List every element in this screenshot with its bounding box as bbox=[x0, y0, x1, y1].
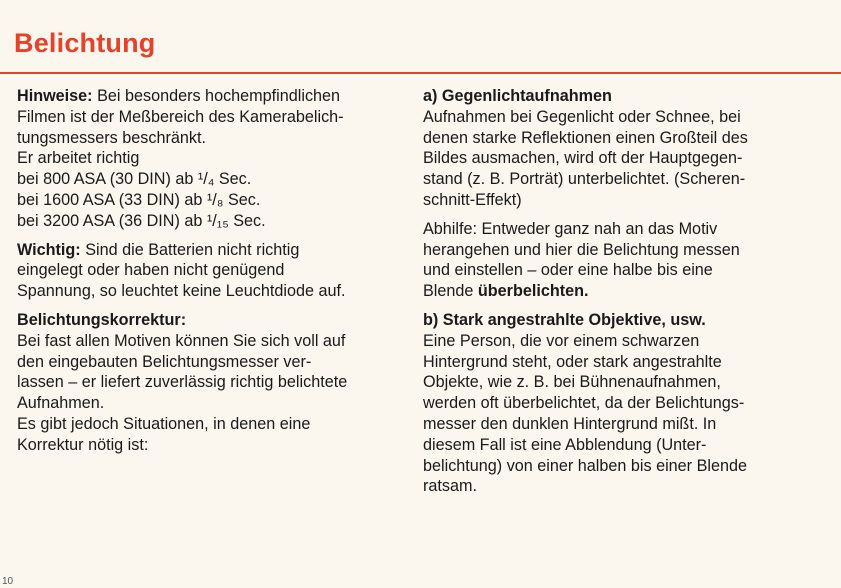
abhilfe-last-line bbox=[423, 281, 803, 302]
wichtig-section bbox=[17, 240, 397, 302]
hinweise-first-line bbox=[17, 86, 397, 107]
abhilfe-line: Abhilfe: Entweder ganz nah an das Motiv bbox=[423, 219, 718, 238]
page-title: Belichtung bbox=[14, 28, 156, 58]
wichtig-first-line bbox=[17, 240, 397, 261]
wichtig-line: eingelegt oder haben nicht genügend bbox=[17, 261, 285, 280]
objektive-line: Objekte, wie z. B. bei Bühnenaufnahmen, bbox=[423, 373, 721, 392]
hinweise-line: Filmen ist der Meßbereich des Kamerabelich- bbox=[17, 107, 344, 126]
korrektur-line: lassen – er liefert zuverlässig richtig belichtete bbox=[17, 373, 348, 392]
wichtig-line: Spannung, so leuchtet keine Leuchtdiode auf. bbox=[17, 282, 346, 301]
objektive-line: diesem Fall ist eine Abblendung (Unter- bbox=[423, 435, 707, 454]
objektive-heading: b) Stark angestrahlte Objektive, usw. bbox=[423, 310, 706, 329]
korrektur-line: Bei fast allen Motiven können Sie sich voll auf bbox=[17, 331, 346, 350]
objektive-line: werden oft überbelichtet, da der Belichtungs- bbox=[423, 394, 745, 413]
hinweise-line: tungsmessers beschränkt. bbox=[17, 128, 206, 147]
abhilfe-last-text: Blende bbox=[423, 282, 478, 301]
page-number: 10 bbox=[2, 576, 14, 587]
gegenlicht-heading: a) Gegenlichtaufnahmen bbox=[423, 87, 612, 105]
hinweise-label: Hinweise: bbox=[17, 87, 93, 105]
gegenlicht-section bbox=[423, 86, 803, 211]
gegenlicht-line: stand (z. B. Porträt) unterbelichtet. (Scheren- bbox=[423, 170, 746, 189]
abhilfe-emphasis: überbelichten. bbox=[477, 282, 589, 301]
gegenlicht-line: schnitt-Effekt) bbox=[423, 190, 522, 209]
hinweise-line: Er arbeitet richtig bbox=[17, 149, 140, 168]
korrektur-heading: Belichtungskorrektur: bbox=[17, 310, 187, 329]
abhilfe-line: und einstellen – oder eine halbe bis eine bbox=[423, 261, 713, 280]
objektive-line: Eine Person, die vor einem schwarzen bbox=[423, 331, 700, 350]
gegenlicht-line: denen starke Reflektionen einen Großteil des bbox=[423, 128, 748, 147]
korrektur-line: den eingebauten Belichtungsmesser ver- bbox=[17, 352, 312, 371]
left-column bbox=[17, 86, 397, 456]
wichtig-label: Wichtig: bbox=[17, 240, 81, 259]
hinweise-line: bei 3200 ASA (36 DIN) ab ¹/₁₅ Sec. bbox=[17, 211, 266, 230]
hinweise-line: bei 800 ASA (30 DIN) ab ¹/₄ Sec. bbox=[17, 170, 252, 189]
hinweise-line: bei 1600 ASA (33 DIN) ab ¹/₈ Sec. bbox=[17, 190, 261, 209]
gegenlicht-line: Bildes ausmachen, wird oft der Hauptgegen- bbox=[423, 149, 743, 168]
abhilfe-section bbox=[423, 219, 803, 302]
korrektur-line: Aufnahmen. bbox=[17, 394, 105, 413]
hinweise-section bbox=[17, 86, 397, 232]
korrektur-line: Korrektur nötig ist: bbox=[17, 435, 149, 454]
hinweise-first-text: Bei besonders hochempfindlichen bbox=[92, 87, 341, 105]
objektive-line: messer den dunklen Hintergrund mißt. In bbox=[423, 414, 717, 433]
objektive-line: Hintergrund steht, oder stark angestrahlte bbox=[423, 352, 722, 371]
abhilfe-line: herangehen und hier die Belichtung messen bbox=[423, 240, 740, 259]
gegenlicht-line: Aufnahmen bei Gegenlicht oder Schnee, bei bbox=[423, 107, 741, 126]
right-column bbox=[423, 86, 803, 497]
objektive-line: belichtung) von einer halben bis einer Blende bbox=[423, 456, 747, 475]
title-divider bbox=[0, 72, 841, 74]
korrektur-line: Es gibt jedoch Situationen, in denen eine bbox=[17, 414, 311, 433]
objektive-section bbox=[423, 310, 803, 497]
wichtig-first-text: Sind die Batterien nicht richtig bbox=[80, 240, 300, 259]
korrektur-section bbox=[17, 310, 397, 456]
objektive-line: ratsam. bbox=[423, 477, 477, 496]
